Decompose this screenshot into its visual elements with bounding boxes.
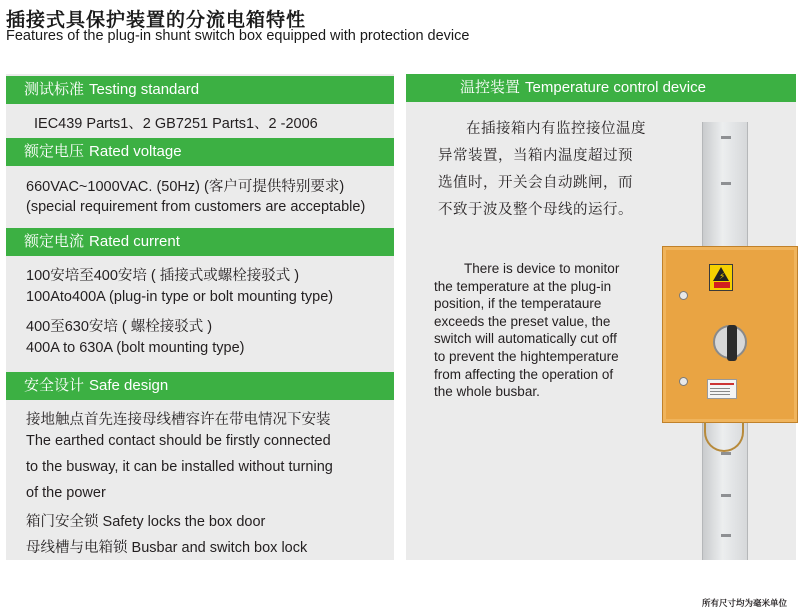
rail-groove bbox=[721, 452, 731, 455]
section-title-en: Safe design bbox=[89, 377, 169, 394]
section-title-en: Rated voltage bbox=[89, 143, 182, 160]
description-en-line: switch will automatically cut off bbox=[434, 331, 617, 347]
spec-line: 箱门安全锁 Safety locks the box door bbox=[26, 514, 266, 530]
spec-line: 100Ato400A (plug-in type or bolt mounting type) bbox=[26, 289, 334, 305]
description-en-line: the whole busbar. bbox=[434, 384, 540, 400]
page-title-en: Features of the plug-in shunt switch box equipped with protection device bbox=[6, 28, 470, 44]
section-title-cn: 测试标准 bbox=[24, 81, 85, 98]
section-title-cn: 额定电压 bbox=[24, 143, 85, 160]
section-title-cn: 温控装置 bbox=[460, 79, 521, 96]
spec-line: 接地触点首先连接母线槽容许在带电情况下安装 bbox=[26, 412, 331, 428]
spec-line: (special requirement from customers are acceptable) bbox=[26, 199, 366, 215]
spec-line: to the busway, it can be installed without turning bbox=[26, 459, 333, 475]
spec-line: 400至630安培 ( 螺栓接驳式 ) bbox=[26, 319, 213, 335]
section-title-en: Rated current bbox=[89, 233, 180, 250]
nameplate bbox=[707, 379, 737, 399]
spec-line: IEC439 Parts1、2 GB7251 Parts1、2 -2006 bbox=[34, 116, 318, 132]
spec-line: The earthed contact should be firstly connected bbox=[26, 433, 331, 449]
description-en-line: to prevent the hightemperature bbox=[434, 348, 619, 364]
section-header-rated-current bbox=[6, 228, 394, 256]
section-title-en: Temperature control device bbox=[525, 79, 706, 96]
rail-groove bbox=[721, 494, 731, 497]
description-en-line: the temperature at the plug-in bbox=[434, 278, 612, 294]
rail-groove bbox=[721, 182, 731, 185]
section-header-temperature-control bbox=[406, 74, 796, 102]
section-title-en: Testing standard bbox=[89, 81, 200, 98]
page-title-cn: 插接式具保护装置的分流电箱特性 bbox=[6, 10, 307, 31]
spec-line: 660VAC~1000VAC. (50Hz) (客户可提供特别要求) bbox=[26, 179, 345, 195]
units-footnote: 所有尺寸均为毫米单位 bbox=[702, 598, 788, 608]
description-cn: 在插接箱内有监控接位温度异常装置，当箱内温度超过预选值时，开关会自动跳闸，而不致于波及整个母线的运行。 bbox=[438, 121, 646, 218]
description-en-line: from affecting the operation of bbox=[434, 366, 614, 382]
section-header-rated-voltage bbox=[6, 138, 394, 166]
description-en-line: There is device to monitor bbox=[464, 261, 620, 276]
description-en bbox=[434, 260, 648, 401]
description-en-line: exceeds the preset value, the bbox=[434, 313, 611, 329]
switch-box-illustration bbox=[662, 104, 796, 560]
rail-groove bbox=[721, 534, 731, 537]
spec-line: 母线槽与电箱锁 Busbar and switch box lock bbox=[26, 540, 308, 556]
screw-icon bbox=[679, 377, 688, 386]
spec-line: 100安培至400安培 ( 插接式或螺栓接驳式 ) bbox=[26, 268, 300, 284]
section-header-testing-standard bbox=[6, 76, 394, 104]
spec-line: of the power bbox=[26, 485, 106, 501]
description-en-line: position, if the temperataure bbox=[434, 296, 602, 312]
specs-panel bbox=[6, 74, 394, 560]
section-title-cn: 额定电流 bbox=[24, 233, 85, 250]
temperature-control-panel bbox=[406, 74, 796, 560]
spec-line: 400A to 630A (bolt mounting type) bbox=[26, 340, 245, 356]
section-header-safe-design bbox=[6, 372, 394, 400]
section-title-cn: 安全设计 bbox=[24, 377, 85, 394]
switch-box bbox=[662, 246, 798, 423]
high-voltage-warning-icon: ⚡ bbox=[709, 264, 733, 291]
rail-groove bbox=[721, 136, 731, 139]
screw-icon bbox=[679, 291, 688, 300]
rotary-switch-handle bbox=[713, 325, 747, 359]
